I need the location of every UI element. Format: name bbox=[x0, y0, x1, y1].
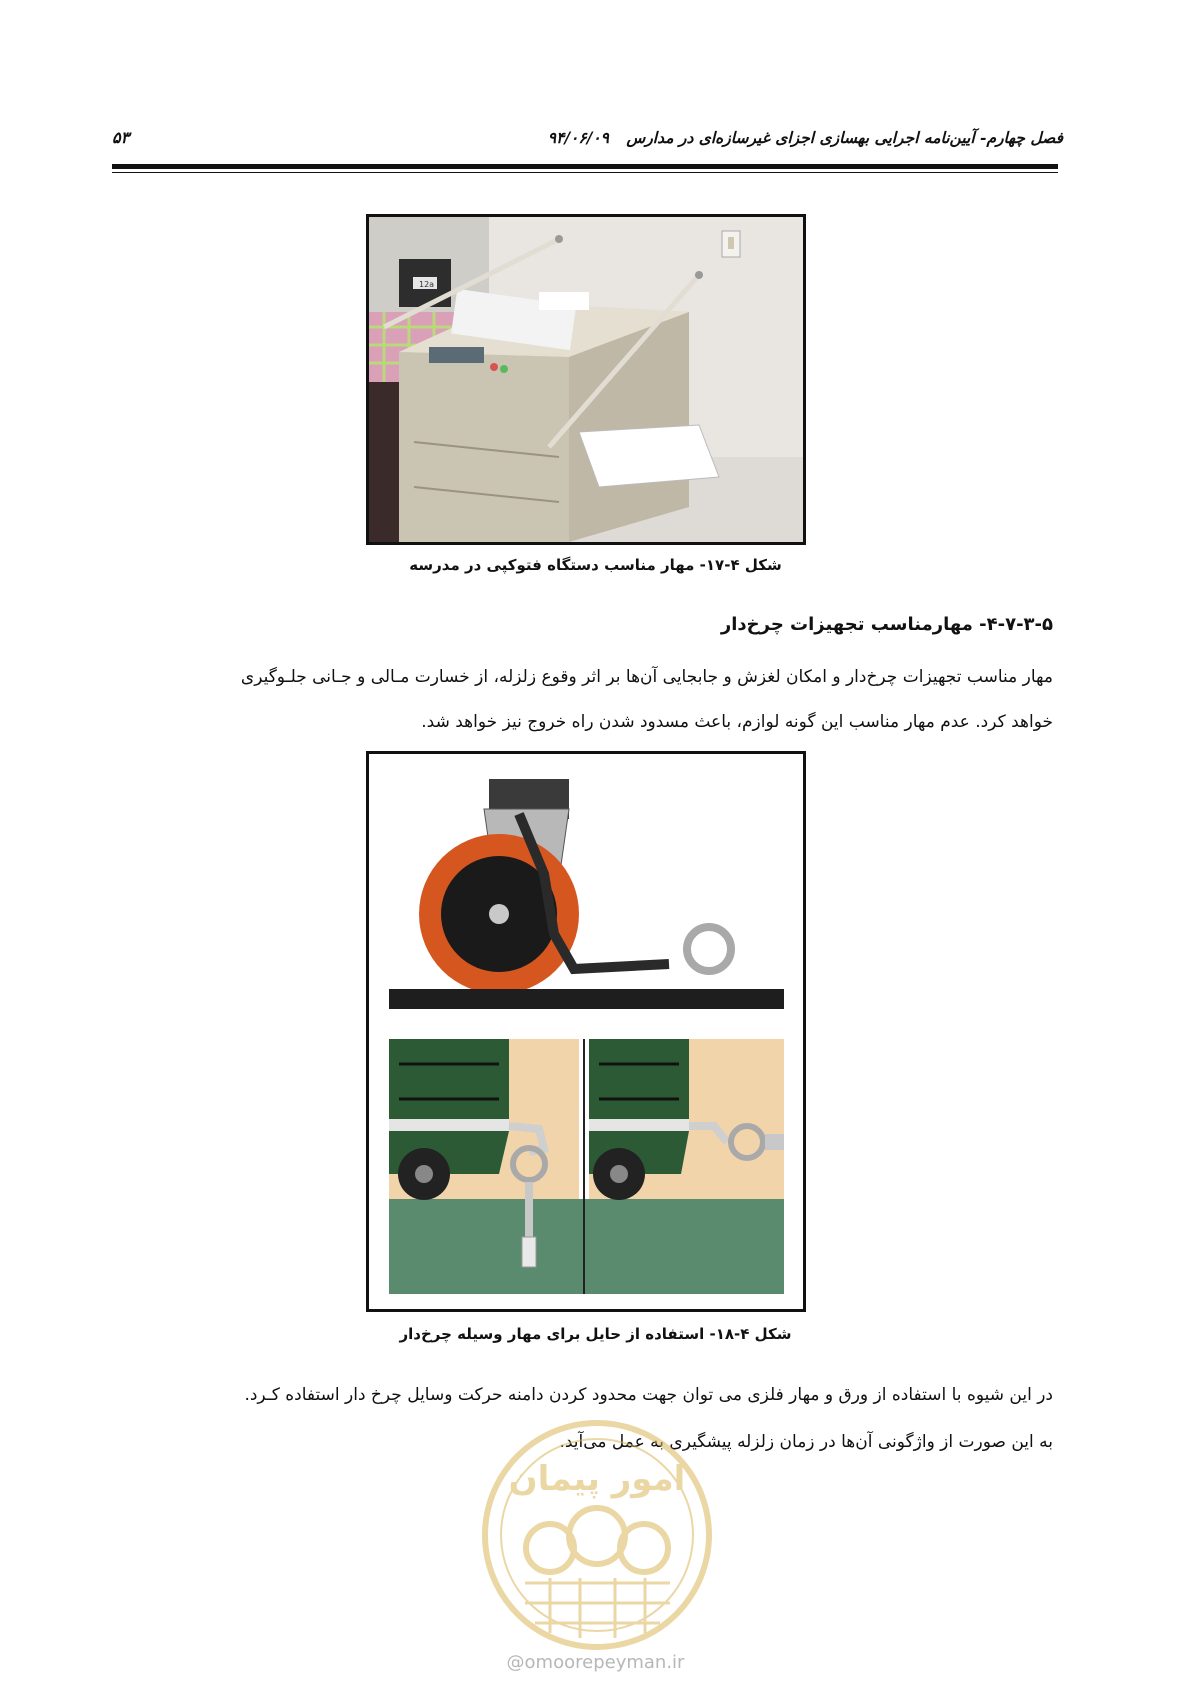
paragraph-line: مهار مناسب تجهیزات چرخ‌دار و امکان لغزش و جابجایی آن‌ها بر اثر وقوع زلزله، از خسارت مـالی و جـانی جلـوگیری bbox=[240, 667, 1053, 687]
section-heading: ۴-۷-۳-۵- مهارمناسب تجهیزات چرخ‌دار bbox=[720, 614, 1053, 635]
watermark-seal-icon bbox=[480, 1418, 715, 1653]
header-rule-thin bbox=[112, 172, 1058, 173]
figure-wheel-restraint bbox=[366, 751, 806, 1312]
figure-caption: شکل ۴-۱۷- مهار مناسب دستگاه فتوکپی در مدرسه bbox=[409, 556, 782, 574]
header-rule-thick bbox=[112, 164, 1058, 169]
paragraph-line: خواهد کرد. عدم مهار مناسب این گونه لوازم، باعث مسدود شدن راه خروج نیز خواهد شد. bbox=[421, 712, 1053, 732]
page-number: ۵۳ bbox=[112, 128, 130, 147]
watermark-logo bbox=[480, 1418, 715, 1653]
paragraph-line: در این شیوه با استفاده از ورق و مهار فلزی می توان جهت محدود کردن دامنه حرکت وسایل چرخ دار استفاده کـرد. bbox=[244, 1385, 1053, 1405]
figure-caption: شکل ۴-۱۸- استفاده از حایل برای مهار وسیله چرخ‌دار bbox=[399, 1325, 792, 1343]
paragraph-line: به این صورت از واژگونی آن‌ها در زمان زلزله پیشگیری به عمل می‌آید. bbox=[559, 1432, 1053, 1452]
header-date: ۹۴/۰۶/۰۹ bbox=[547, 128, 609, 147]
watermark-text: @omoorepeyman.ir bbox=[506, 1652, 685, 1673]
toner-label: 12a bbox=[419, 280, 435, 289]
running-header bbox=[443, 128, 1063, 147]
photocopier-illustration bbox=[369, 217, 803, 542]
watermark-logo-text: امور پیمان bbox=[508, 1459, 686, 1499]
wheel-restraint-illustration bbox=[369, 754, 803, 1309]
figure-photocopier bbox=[366, 214, 806, 545]
header-title: فصل چهارم- آیین‌نامه اجرایی بهسازی اجزای غیرسازه‌ای در مدارس bbox=[626, 128, 1063, 147]
